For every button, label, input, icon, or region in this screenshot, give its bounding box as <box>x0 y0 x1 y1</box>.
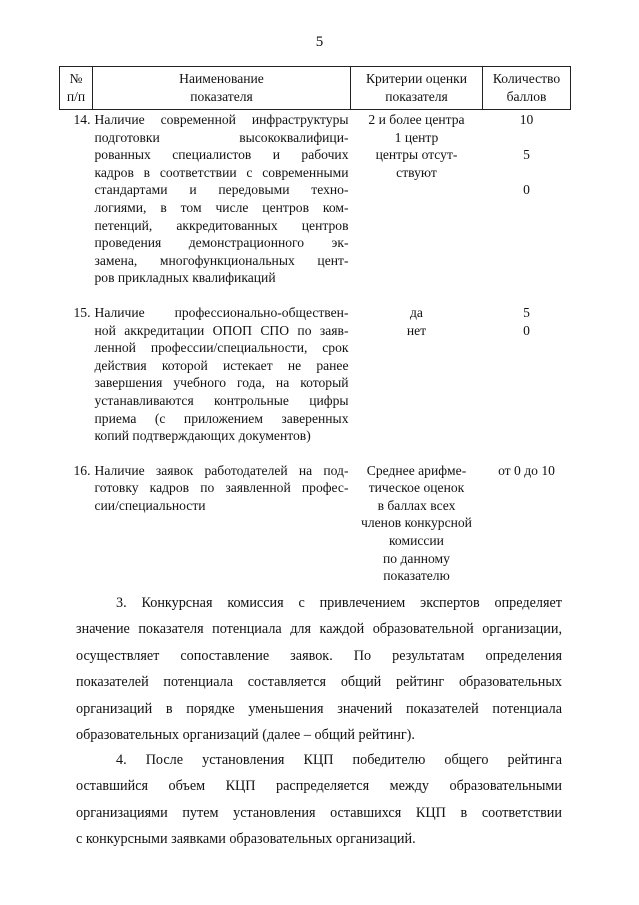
text-line: осуществляет сопоставление заявок. По результатам определения <box>76 647 562 664</box>
table-row <box>60 287 571 445</box>
criteria-line: 2 и более центра <box>368 112 465 127</box>
text-line: петенций, аккредитованных центров <box>94 217 349 233</box>
text-line: Наличие профессионально-обществен- <box>94 304 349 320</box>
text-line: 4. После установления КЦП победителю общего рейтинга <box>116 752 562 768</box>
text-line: рованных специалистов и рабочих <box>94 147 349 163</box>
text-line: копий подтверждающих документов) <box>94 428 311 444</box>
criteria-line: в баллах всех <box>377 497 456 513</box>
text-line: устанавливаются контрольные цифры <box>94 392 349 408</box>
indicator-name <box>93 445 351 585</box>
text-line: действия которой истекает не ранее <box>94 357 349 373</box>
text-line: Наличие современной инфраструктуры <box>94 112 349 127</box>
header-num-line: № <box>69 71 83 87</box>
header-name-line: Наименование <box>179 71 264 87</box>
text-line: значение показателя потенциала для каждой образовательной организации, <box>76 621 562 638</box>
paragraph-4 <box>76 747 562 853</box>
text-line: приема (с приложением заверенных <box>94 410 349 426</box>
row-number: 14. <box>73 112 91 127</box>
header-num <box>60 67 93 110</box>
text-line: подготовки высококвалифици- <box>94 129 349 145</box>
text-line: готовку кадров по заявленной профес- <box>94 480 349 496</box>
text-line: образовательных организаций (далее – общий рейтинг). <box>76 727 415 744</box>
text-line: оставшийся объем КЦП распределяется между образовательными <box>76 778 562 795</box>
text-line: кадров в соответствии с современными <box>94 164 349 180</box>
header-criteria-line: Критерии оценки <box>365 71 468 87</box>
criteria-cell <box>351 287 483 445</box>
header-num-line: п/п <box>66 89 86 104</box>
indicator-name <box>93 287 351 445</box>
header-name-line: показателя <box>190 89 253 104</box>
table-header-row <box>60 67 571 110</box>
criteria-line: комиссии <box>389 533 444 549</box>
text-line: с конкурсными заявками образовательных организаций. <box>76 831 416 848</box>
text-line: завершения учебного года, на который <box>94 375 349 391</box>
text-line: 3. Конкурсная комиссия с привлечением экспертов определяет <box>116 595 562 611</box>
text-line: ленной профессии/специальности, срок <box>94 340 349 356</box>
text-line: проведения демонстрационного эк- <box>94 235 349 251</box>
criteria-line: нет <box>406 322 427 338</box>
text-line: стандартами и передовыми техно- <box>94 182 349 198</box>
text-line: логиями, в том числе центров ком- <box>94 199 349 215</box>
score-cell <box>483 110 571 287</box>
text-line: показателей потенциала составляется общий рейтинг образовательных <box>76 674 562 691</box>
header-name <box>93 67 351 110</box>
criteria-table <box>59 66 571 585</box>
text-line: ной аккредитации ОПОП СПО по заяв- <box>94 322 349 338</box>
header-criteria <box>351 67 483 110</box>
score-cell <box>483 287 571 445</box>
text-line: замена, многофункциональных цент- <box>94 252 349 268</box>
criteria-line: по данному <box>383 550 450 566</box>
text-line: ров прикладных квалификаций <box>94 270 276 286</box>
score-line: 0 <box>523 322 530 338</box>
text-line: Наличие заявок работодателей на под- <box>94 462 349 478</box>
indicator-name <box>93 110 351 287</box>
criteria-line: 1 центр <box>394 129 439 145</box>
row-number: 16. <box>73 462 91 478</box>
table-row <box>60 445 571 585</box>
row-number: 15. <box>73 304 91 320</box>
text-line: сии/специальности <box>94 497 206 513</box>
paragraph-3 <box>76 590 562 748</box>
score-line: 5 <box>523 147 530 163</box>
header-score-line: баллов <box>506 89 547 104</box>
page-number: 5 <box>315 34 324 50</box>
score-line: от 0 до 10 <box>498 462 555 478</box>
criteria-line: Среднее арифме- <box>366 462 467 478</box>
criteria-line: показателю <box>383 568 450 584</box>
criteria-line: членов конкурсной <box>361 515 472 531</box>
score-line: 10 <box>519 112 534 127</box>
header-criteria-line: показателя <box>385 89 448 104</box>
criteria-line: центры отсут- <box>375 147 458 163</box>
criteria-line: ствуют <box>396 164 437 180</box>
criteria-cell <box>351 110 483 287</box>
score-line: 5 <box>523 304 530 320</box>
criteria-line: тическое оценок <box>368 480 465 496</box>
score-line: 0 <box>523 182 530 198</box>
score-cell <box>483 445 571 585</box>
score-line <box>485 129 569 147</box>
criteria-line: да <box>410 304 423 320</box>
header-score-line: Количество <box>492 71 561 87</box>
table-row <box>60 110 571 287</box>
header-score <box>483 67 571 110</box>
score-line <box>485 164 569 182</box>
criteria-cell <box>351 445 483 585</box>
text-line: организаций в порядке уменьшения значений показателей потенциала <box>76 700 562 717</box>
text-line: организациями путем установления оставшихся КЦП в соответствии <box>76 804 562 821</box>
